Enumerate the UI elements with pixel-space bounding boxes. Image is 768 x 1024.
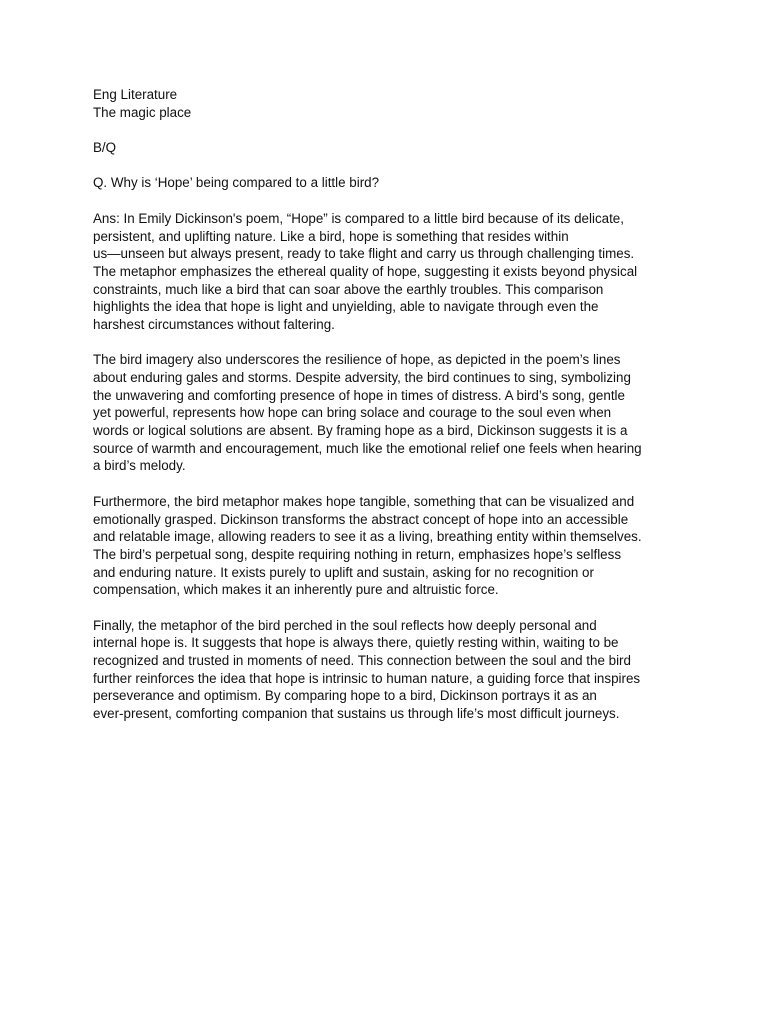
paragraph-line: words or logical solutions are absent. By framing hope as a bird, Dickinson suggests it is a bbox=[93, 423, 628, 439]
paragraph-line: The bird imagery also underscores the resilience of hope, as depicted in the poem’s lines bbox=[93, 352, 621, 368]
paragraph-line: Furthermore, the bird metaphor makes hope tangible, something that can be visualized and bbox=[93, 493, 635, 509]
paragraph-line: Finally, the metaphor of the bird perched in the soul reflects how deeply personal and bbox=[93, 617, 597, 633]
document-body bbox=[93, 86, 679, 723]
spacer bbox=[93, 157, 679, 175]
spacer bbox=[93, 599, 679, 617]
section-label: B/Q bbox=[93, 140, 117, 156]
paragraph-line: constraints, much like a bird that can soar above the earthly troubles. This comparison bbox=[93, 281, 604, 297]
paragraph-line: yet powerful, represents how hope can bring solace and courage to the soul even when bbox=[93, 405, 612, 421]
paragraph-line: highlights the idea that hope is light and unyielding, able to navigate through even the bbox=[93, 299, 599, 315]
answer-paragraph-4 bbox=[93, 617, 679, 723]
spacer bbox=[93, 121, 679, 139]
paragraph-line: a bird’s melody. bbox=[93, 458, 186, 474]
header-title: The magic place bbox=[93, 104, 192, 120]
paragraph-line: The metaphor emphasizes the ethereal quality of hope, suggesting it exists beyond physical bbox=[93, 263, 638, 279]
paragraph-line: harshest circumstances without faltering. bbox=[93, 316, 335, 332]
answer-paragraph-2 bbox=[93, 351, 679, 475]
header-subject: Eng Literature bbox=[93, 87, 178, 102]
paragraph-line: compensation, which makes it an inherently pure and altruistic force. bbox=[93, 582, 499, 598]
spacer bbox=[93, 334, 679, 352]
paragraph-line: emotionally grasped. Dickinson transforms the abstract concept of hope into an accessible bbox=[93, 511, 629, 527]
paragraph-line: source of warmth and encouragement, much like the emotional relief one feels when hearing bbox=[93, 440, 642, 456]
answer-paragraph-1 bbox=[93, 210, 679, 334]
paragraph-line: the unwavering and comforting presence of hope in times of distress. A bird’s song, gentle bbox=[93, 387, 625, 403]
answer-paragraph-3 bbox=[93, 493, 679, 599]
paragraph-line: and relatable image, allowing readers to see it as a living, breathing entity within themselves. bbox=[93, 529, 642, 545]
paragraph-line: The bird’s perpetual song, despite requiring nothing in return, emphasizes hope’s selfless bbox=[93, 546, 622, 562]
paragraph-line: ever-present, comforting companion that sustains us through life’s most difficult journeys. bbox=[93, 706, 620, 722]
paragraph-line: Ans: In Emily Dickinson's poem, “Hope” is compared to a little bird because of its delicate, bbox=[93, 210, 624, 226]
paragraph-line: persistent, and uplifting nature. Like a bird, hope is something that resides within bbox=[93, 228, 569, 244]
paragraph-line: about enduring gales and storms. Despite adversity, the bird continues to sing, symbolizing bbox=[93, 370, 631, 385]
paragraph-line: further reinforces the idea that hope is intrinsic to human nature, a guiding force that inspires bbox=[93, 670, 641, 686]
question-text: Q. Why is ‘Hope’ being compared to a little bird? bbox=[93, 175, 380, 191]
spacer bbox=[93, 192, 679, 210]
paragraph-line: us—unseen but always present, ready to take flight and carry us through challenging times. bbox=[93, 246, 635, 262]
paragraph-line: perseverance and optimism. By comparing hope to a bird, Dickinson portrays it as an bbox=[93, 688, 597, 704]
paragraph-line: internal hope is. It suggests that hope is always there, quietly resting within, waiting to be bbox=[93, 635, 619, 651]
paragraph-line: recognized and trusted in moments of need. This connection between the soul and the bird bbox=[93, 653, 631, 668]
spacer bbox=[93, 475, 679, 493]
paragraph-line: and enduring nature. It exists purely to uplift and sustain, asking for no recognition or bbox=[93, 564, 594, 580]
